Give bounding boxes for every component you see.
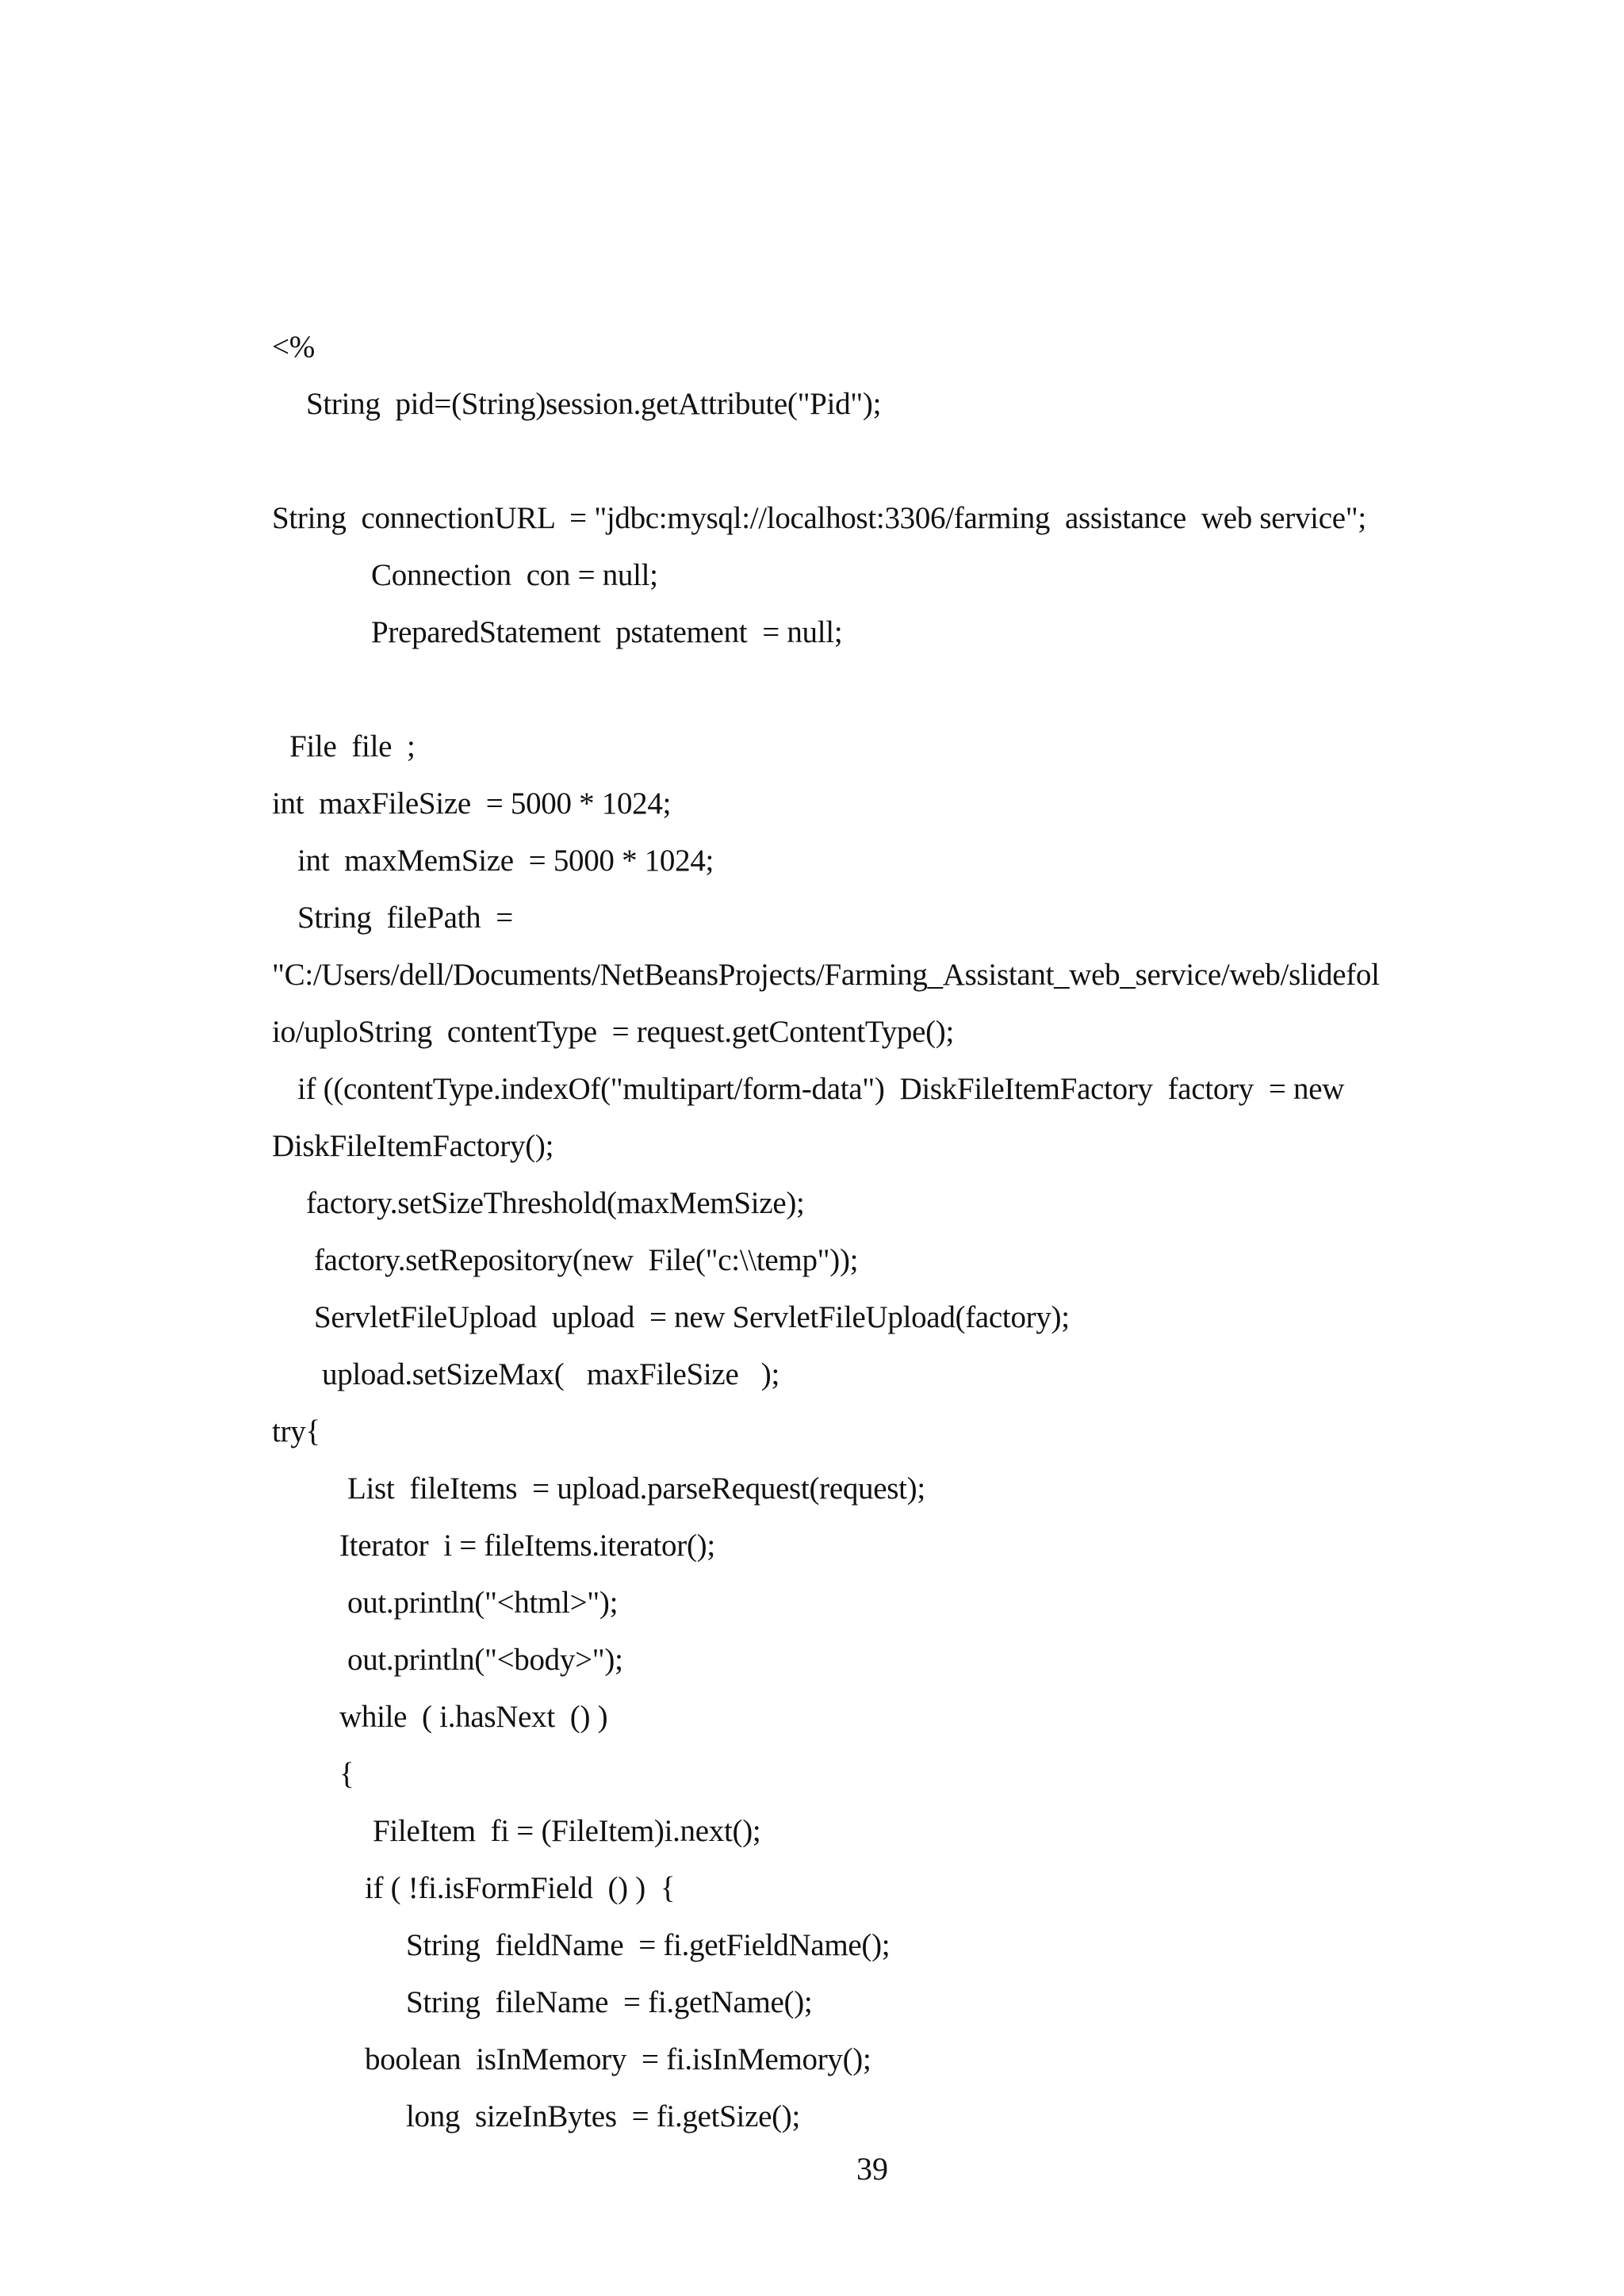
code-line-23: while ( i.hasNext () ) (339, 1700, 608, 1734)
code-line-11: io/uploString contentType = request.getContentType(); (272, 1015, 955, 1049)
code-line-1: <% (272, 330, 315, 364)
code-line-9: String filePath = (297, 901, 513, 935)
code-line-16: ServletFileUpload upload = new ServletFileUpload(factory); (314, 1300, 1070, 1334)
code-line-14: factory.setSizeThreshold(maxMemSize); (306, 1186, 805, 1220)
code-line-24: { (339, 1757, 354, 1791)
code-line-8: int maxMemSize = 5000 * 1024; (297, 844, 714, 878)
code-line-30: long sizeInBytes = fi.getSize(); (406, 2099, 801, 2133)
code-line-12: if ((contentType.indexOf("multipart/form-data") DiskFileItemFactory factory = new (297, 1072, 1345, 1106)
code-line-5: PreparedStatement pstatement = null; (371, 615, 843, 649)
code-line-29: boolean isInMemory = fi.isInMemory(); (365, 2042, 871, 2076)
code-line-20: Iterator i = fileItems.iterator(); (339, 1529, 715, 1563)
code-line-10: "C:/Users/dell/Documents/NetBeansProjects/Farming_Assistant_web_service/web/slidefol (272, 958, 1380, 992)
code-line-7: int maxFileSize = 5000 * 1024; (272, 786, 672, 821)
code-line-21: out.println("<html>"); (347, 1586, 619, 1620)
code-line-25: FileItem fi = (FileItem)i.next(); (373, 1814, 761, 1848)
code-line-18: try{ (272, 1414, 320, 1448)
page-number: 39 (856, 2151, 888, 2187)
code-line-6: File file ; (289, 729, 416, 763)
code-line-22: out.println("<body>"); (347, 1643, 623, 1677)
code-line-3: String connectionURL = "jdbc:mysql://localhost:3306/farming assistance web service"; (272, 501, 1366, 535)
code-line-15: factory.setRepository(new File("c:\\temp")); (314, 1243, 859, 1277)
code-line-27: String fieldName = fi.getFieldName(); (406, 1928, 891, 1962)
code-line-28: String fileName = fi.getName(); (406, 1985, 813, 2019)
code-line-17: upload.setSizeMax( maxFileSize ); (322, 1357, 780, 1391)
code-line-19: List fileItems = upload.parseRequest(request); (347, 1471, 925, 1506)
code-line-2: String pid=(String)session.getAttribute("Pid"); (306, 387, 882, 421)
code-line-4: Connection con = null; (371, 558, 658, 592)
code-line-13: DiskFileItemFactory(); (272, 1129, 554, 1163)
code-line-26: if ( !fi.isFormField () ) { (365, 1871, 676, 1905)
